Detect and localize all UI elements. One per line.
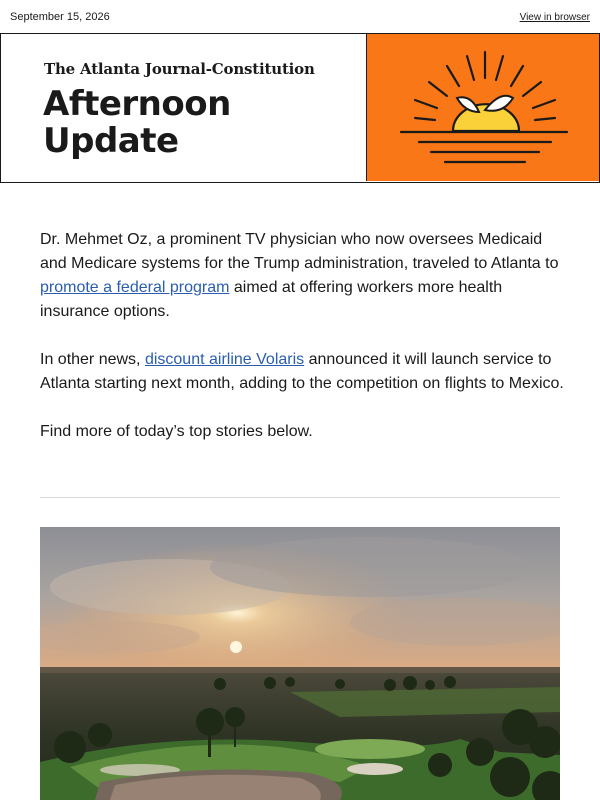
newsletter-title <box>43 86 231 160</box>
intro-text-run: aimed at offering workers more health insurance options. <box>40 279 503 320</box>
intro-text <box>40 228 565 468</box>
section-divider <box>40 497 560 498</box>
title-line-2: Update <box>43 121 179 161</box>
volaris-link[interactable]: discount airline Volaris <box>144 351 305 368</box>
newsletter-banner <box>0 33 600 183</box>
story-photo[interactable] <box>40 527 560 800</box>
intro-text-run: Dr. Mehmet Oz, a prominent TV physician who now oversees Medicaid and Medicare systems for the Trump administration, traveled to Atlanta to <box>40 231 559 272</box>
issue-date: September 15, 2026 <box>10 11 110 23</box>
view-in-browser-link[interactable]: View in browser <box>519 12 590 23</box>
top-bar <box>0 0 600 34</box>
promote-federal-program-link[interactable]: promote a federal program <box>40 279 230 296</box>
intro-paragraph-3: Find more of today’s top stories below. <box>40 423 313 440</box>
sunset-golf-course-image <box>40 527 560 800</box>
intro-paragraph-2 <box>40 348 565 396</box>
sunrise-peach-icon <box>367 34 599 181</box>
masthead-logo: The Atlanta Journal-Constitution <box>44 60 315 78</box>
banner-title-panel <box>1 34 367 181</box>
intro-paragraph-1 <box>40 228 565 324</box>
title-line-1: Afternoon <box>43 84 231 124</box>
banner-art-panel <box>367 34 599 181</box>
intro-text-run: announced it will launch service to Atlanta starting next month, adding to the competition on flights to Mexico. <box>40 351 564 392</box>
intro-text-run: In other news, <box>40 351 145 368</box>
